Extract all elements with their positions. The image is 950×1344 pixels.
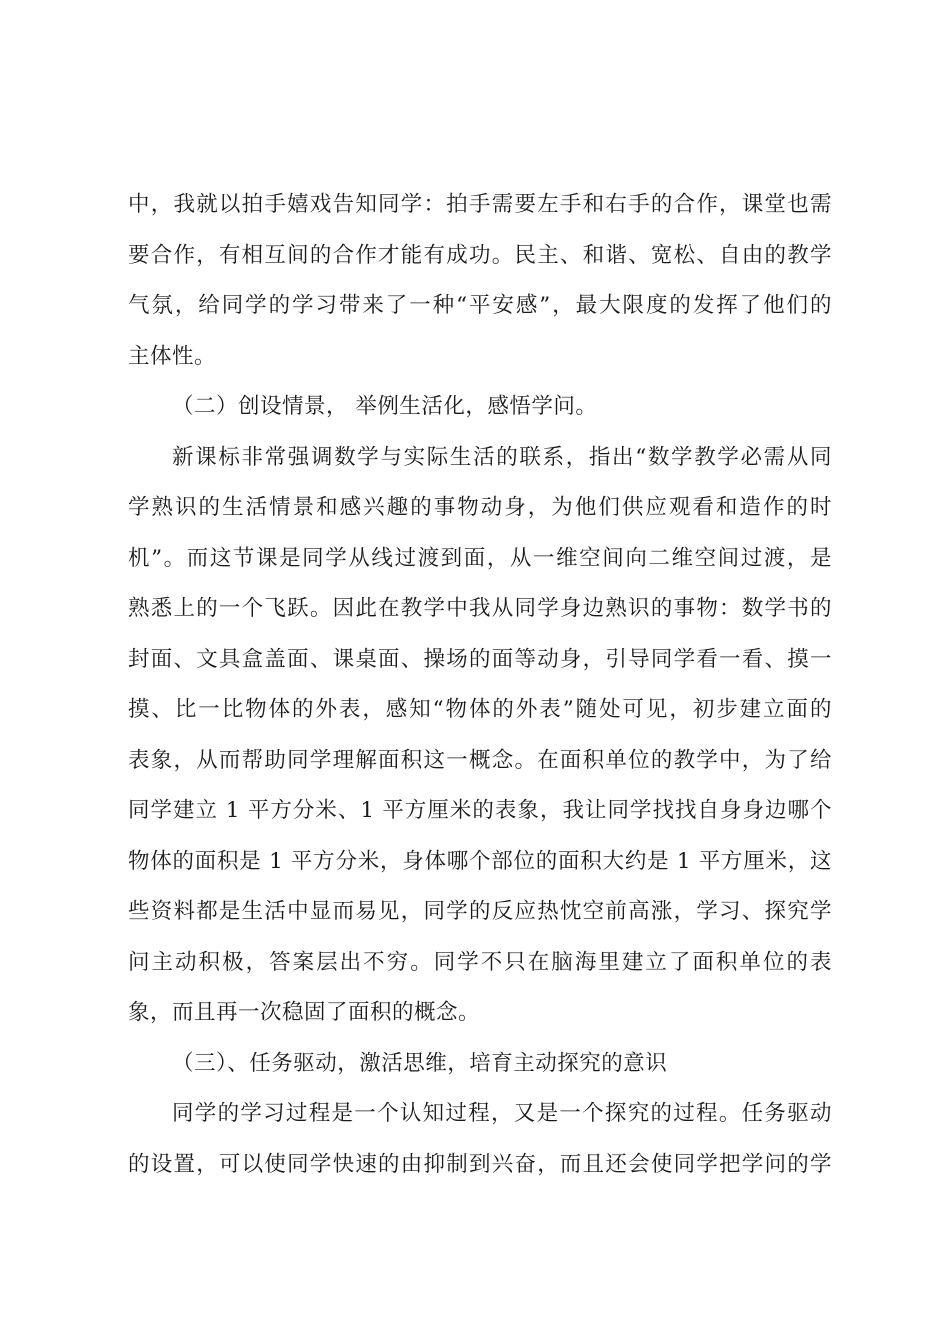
text-line: 的设置，可以使同学快速的由抑制到兴奋，而且还会使同学把学问的学 [128,1151,832,1177]
section-heading-3 [128,1039,832,1090]
text-line: 表象，从而帮助同学理解面积这一概念。在面积单位的教学中，为了给 [128,747,832,773]
document-page [128,180,832,1190]
section-heading-2 [128,382,832,433]
text-line: 要合作，有相互间的合作才能有成功。民主、和谐、宽松、自由的教学 [128,242,832,268]
text-line: 同学建立 1 平方分米、1 平方厘米的表象，我让同学找找自身身边哪个 [128,798,832,823]
text-line: 学熟识的生活情景和感兴趣的事物动身，为他们供应观看和造作的时 [128,495,832,520]
heading-line: （三）、任务驱动，激活思维，培育主动探究的意识 [172,1050,668,1076]
text-line: 中，我就以拍手嬉戏告知同学：拍手需要左手和右手的合作，课堂也需 [128,192,832,217]
heading-line: （二）创设情景， 举例生活化，感悟学问。 [172,394,598,419]
text-line: 气氛，给同学的学习带来了一种“平安感”，最大限度的发挥了他们的 [128,293,832,318]
text-line: 些资料都是生活中显而易见，同学的反应热忱空前高涨，学习、探究学 [128,899,832,924]
text-line: 封面、文具盒盖面、课桌面、操场的面等动身，引导同学看一看、摸一 [128,646,832,672]
text-line: 象，而且再一次稳固了面积的概念。 [128,1000,481,1025]
text-line: 摸、比一比物体的外表，感知“物体的外表”随处可见，初步建立面的 [128,697,832,722]
text-line: 问主动积极，答案层出不穷。同学不只在脑海里建立了面积单位的表 [128,949,832,975]
paragraph-real-life [128,433,832,1039]
text-line: 机”。而这节课是同学从线过渡到面，从一维空间向二维空间过渡，是 [128,545,832,571]
paragraph-continuation [128,180,832,382]
text-line: 物体的面积是 1 平方分米，身体哪个部位的面积大约是 1 平方厘米，这 [128,848,832,874]
paragraph-task-driven [128,1089,832,1190]
text-line: 同学的学习过程是一个认知过程，又是一个探究的过程。任务驱动 [172,1101,832,1126]
text-line: 熟悉上的一个飞跃。因此在教学中我从同学身边熟识的事物：数学书的 [128,596,832,621]
text-line: 主体性。 [128,343,217,369]
text-line: 新课标非常强调数学与实际生活的联系，指出“数学教学必需从同 [172,444,832,470]
